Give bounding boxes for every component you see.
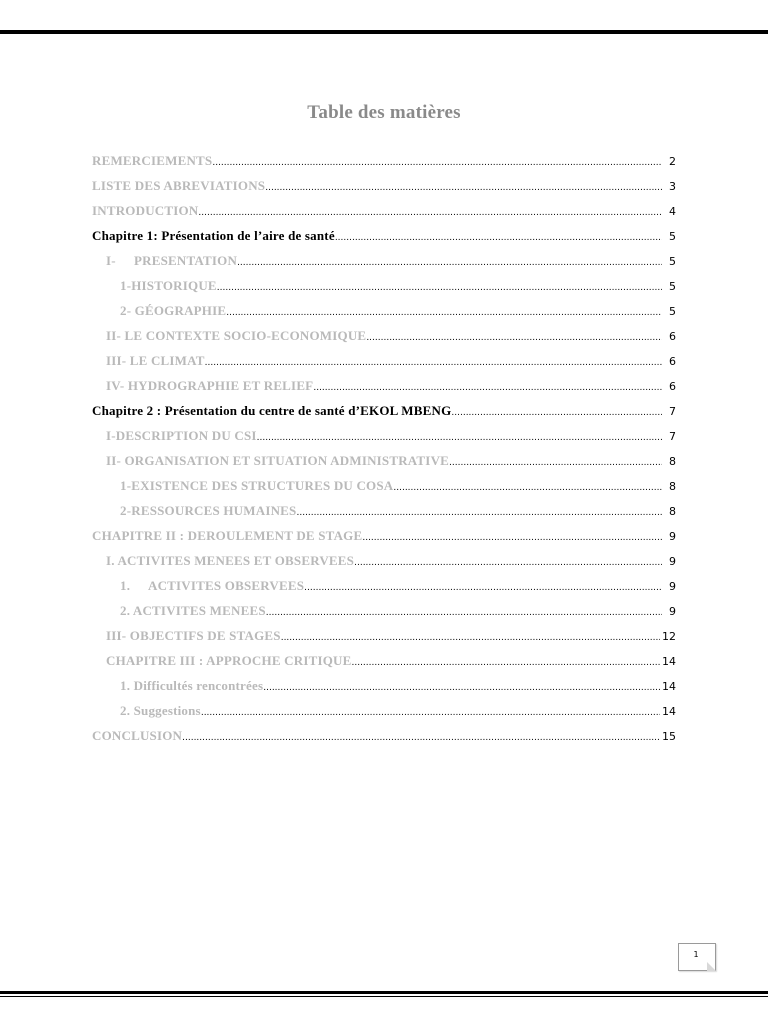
toc-entry-label: 2-RESSOURCES HUMAINES (120, 503, 297, 518)
toc-entry-label: II- ORGANISATION ET SITUATION ADMINISTRATIVE (106, 453, 450, 468)
toc-entry-page: 7 (669, 405, 676, 418)
toc-entry-page: 9 (669, 580, 676, 593)
toc-entry-label: CHAPITRE II : DEROULEMENT DE STAGE (92, 528, 363, 543)
toc-entry-label: INTRODUCTION (92, 203, 199, 218)
toc-entry-page: 2 (669, 155, 676, 168)
toc-entry-page: 5 (669, 280, 676, 293)
toc-entry[interactable] (120, 578, 676, 598)
toc-entry-number: 1. (120, 578, 131, 593)
toc-entry[interactable] (92, 178, 676, 198)
toc-entry-leader (257, 433, 662, 443)
toc-entry-label: 2. ACTIVITES MENEES (120, 603, 266, 618)
toc-entry-page: 7 (669, 430, 676, 443)
page-number-box (678, 943, 716, 971)
toc-entry[interactable] (120, 703, 676, 723)
toc-entry-leader (351, 658, 660, 668)
toc-entry[interactable] (106, 328, 676, 348)
toc-entry-page: 6 (669, 380, 676, 393)
toc-entry-leader (335, 233, 662, 243)
toc-entry-leader (304, 583, 662, 593)
toc-entry-leader (451, 408, 662, 418)
toc-entry-label: IV- HYDROGRAPHIE ET RELIEF (106, 378, 314, 393)
toc-entry-leader (266, 608, 662, 618)
toc-entry[interactable] (120, 303, 676, 323)
bottom-border-thin-line (0, 996, 768, 997)
toc-entry-page: 9 (669, 555, 676, 568)
toc-entry-label: 1-EXISTENCE DES STRUCTURES DU COSA (120, 478, 394, 493)
toc-entry[interactable] (106, 253, 676, 273)
toc-entry-page: 5 (669, 305, 676, 318)
toc-entry-leader (354, 558, 662, 568)
toc-entry-page: 12 (662, 630, 676, 643)
toc-entry-leader (366, 333, 662, 343)
toc-entry[interactable] (106, 553, 676, 573)
toc-entry-label: III- LE CLIMAT (106, 353, 205, 368)
toc-entry-label: Chapitre 1: Présentation de l’aire de santé (92, 228, 335, 243)
toc-entry[interactable] (106, 628, 676, 648)
top-border-line (0, 30, 768, 34)
toc-entry-page: 5 (669, 255, 676, 268)
toc-entry[interactable] (106, 353, 676, 373)
toc-entry-leader (198, 208, 662, 218)
toc-entry-label (120, 578, 304, 594)
toc-entry-leader (182, 733, 660, 743)
toc-entry-page: 6 (669, 330, 676, 343)
toc-entry[interactable] (92, 203, 676, 223)
toc-entry[interactable] (106, 428, 676, 448)
toc-entry-leader (265, 183, 662, 193)
toc-entry-page: 15 (662, 730, 676, 743)
toc-entry-label: LISTE DES ABREVIATIONS (92, 178, 266, 193)
toc-entry[interactable] (92, 728, 676, 748)
toc-entry[interactable] (106, 453, 676, 473)
toc-entry[interactable] (92, 228, 676, 248)
toc-entry[interactable] (120, 478, 676, 498)
toc-entry-number: I- (106, 253, 116, 268)
toc-entry[interactable] (92, 528, 676, 548)
toc-entry[interactable] (120, 278, 676, 298)
bottom-border-line (0, 991, 768, 994)
toc-entry-label: Chapitre 2 : Présentation du centre de santé d’EKOL MBENG (92, 403, 452, 418)
toc-entry-label: 1. Difficultés rencontrées (120, 678, 264, 693)
toc-entry[interactable] (120, 678, 676, 698)
toc-entry-label: CHAPITRE III : APPROCHE CRITIQUE (106, 653, 352, 668)
toc-entry-leader (296, 508, 662, 518)
toc-entry-page: 6 (669, 355, 676, 368)
toc-entry-text: PRESENTATION (134, 253, 238, 268)
toc-entry-leader (237, 258, 662, 268)
toc-entry[interactable] (92, 153, 676, 173)
toc-entry[interactable] (120, 603, 676, 623)
toc-entry-leader (212, 158, 662, 168)
toc-entry-label: I-DESCRIPTION DU CSI (106, 428, 257, 443)
toc-entry-label: CONCLUSION (92, 728, 183, 743)
toc-entry-page: 9 (669, 605, 676, 618)
toc-entry-label: I. ACTIVITES MENEES ET OBSERVEES (106, 553, 355, 568)
toc-title: Table des matières (307, 102, 461, 123)
toc-entry-label: III- OBJECTIFS DE STAGES (106, 628, 281, 643)
toc-entry-leader (281, 633, 660, 643)
toc-entry[interactable] (106, 378, 676, 398)
toc-entry-leader (263, 683, 660, 693)
toc-entry-leader (313, 383, 662, 393)
toc-entry-label: II- LE CONTEXTE SOCIO-ECONOMIQUE (106, 328, 367, 343)
toc-entry-page: 4 (669, 205, 676, 218)
toc-entry-leader (205, 358, 662, 368)
toc-entry-page: 14 (662, 655, 676, 668)
page-number: 1 (693, 950, 699, 959)
toc-entry-label: 2- GÉOGRAPHIE (120, 303, 227, 318)
toc-entry-leader (217, 283, 662, 293)
toc-entry-leader (362, 533, 662, 543)
toc-entry-label: REMERCIEMENTS (92, 153, 213, 168)
toc-entry-page: 14 (662, 680, 676, 693)
toc-entry-leader (449, 458, 662, 468)
toc-entry-page: 5 (669, 230, 676, 243)
toc-entry-page: 9 (669, 530, 676, 543)
toc-entry-leader (226, 308, 662, 318)
toc-entry-text: ACTIVITES OBSERVEES (148, 578, 305, 593)
toc-entry-label: 2. Suggestions (120, 703, 201, 718)
toc-entry-label (106, 253, 237, 269)
toc-entry-leader (393, 483, 662, 493)
toc-entry[interactable] (120, 503, 676, 523)
toc-entry-page: 8 (669, 505, 676, 518)
toc-entry[interactable] (106, 653, 676, 673)
toc-entry-page: 8 (669, 455, 676, 468)
toc-entry-page: 14 (662, 705, 676, 718)
toc-entry[interactable] (92, 403, 676, 423)
toc-entry-leader (201, 708, 660, 718)
toc-entry-page: 3 (669, 180, 676, 193)
toc-entry-page: 8 (669, 480, 676, 493)
toc-entry-label: 1-HISTORIQUE (120, 278, 217, 293)
